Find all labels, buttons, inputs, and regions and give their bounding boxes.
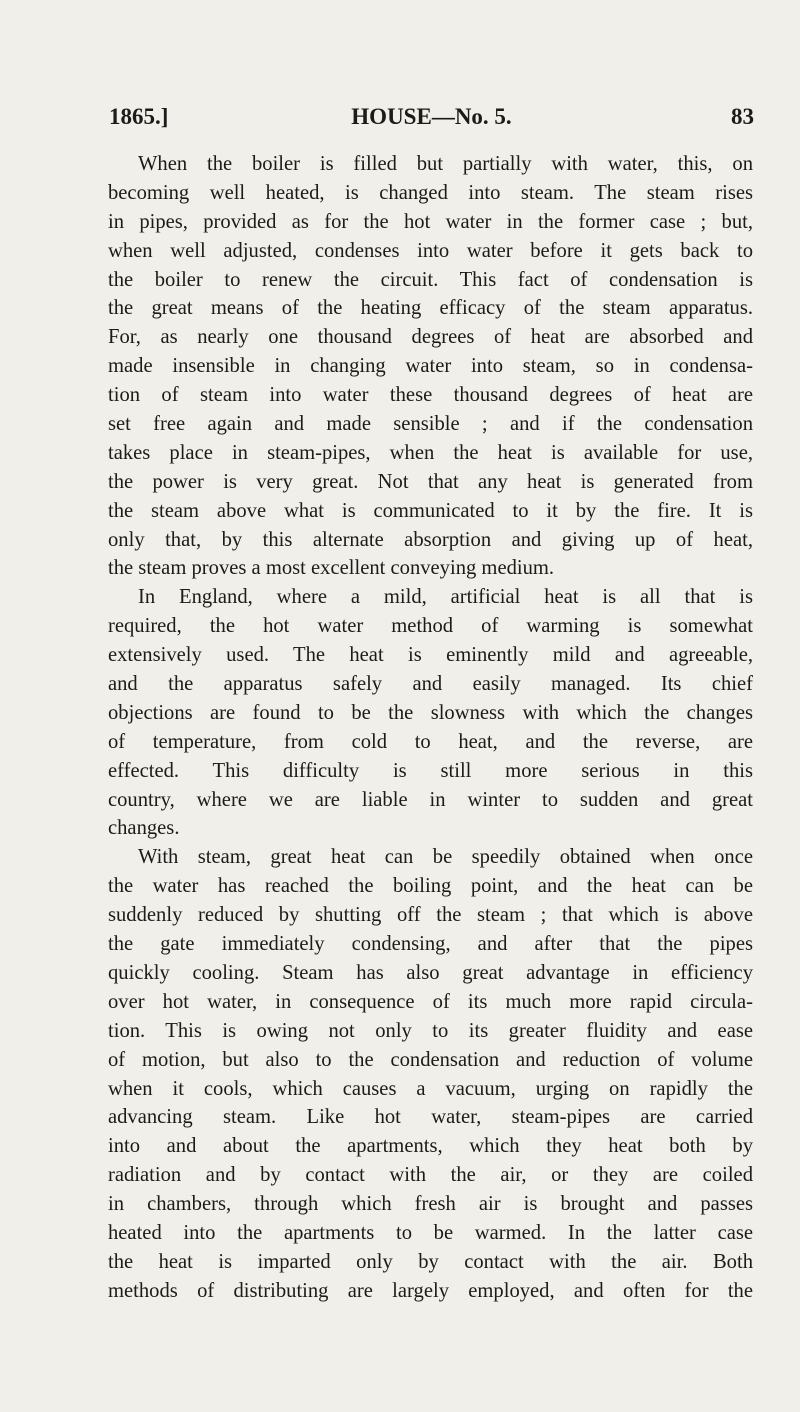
text-line: the gate immediately condensing, and after that the pipes — [108, 933, 753, 956]
text-line: extensively used. The heat is eminently mild and agreeable, — [108, 644, 753, 667]
text-line: advancing steam. Like hot water, steam-pipes are carried — [108, 1106, 753, 1129]
text-line: objections are found to be the slowness with which the changes — [108, 701, 753, 724]
text-line: tion. This is owing not only to its greater fluidity and ease — [108, 1019, 753, 1042]
header-document-id: HOUSE—No. 5. — [351, 104, 512, 129]
text-line: when well adjusted, condenses into water before it gets back to — [108, 239, 753, 262]
text-line: the great means of the heating efficacy of the steam apparatus. — [108, 297, 753, 320]
text-line: required, the hot water method of warming is somewhat — [108, 615, 753, 638]
text-line: becoming well heated, is changed into steam. The steam rises — [108, 181, 753, 204]
body-text — [108, 150, 753, 1306]
text-line: of temperature, from cold to heat, and the reverse, are — [108, 730, 753, 753]
text-line: country, where we are liable in winter to sudden and great — [108, 788, 753, 811]
text-line: heated into the apartments to be warmed. In the latter case — [108, 1221, 753, 1244]
text-line: For, as nearly one thousand degrees of heat are absorbed and — [108, 326, 753, 349]
text-line: when it cools, which causes a vacuum, urging on rapidly the — [108, 1077, 753, 1100]
text-line: made insensible in changing water into steam, so in condensa- — [108, 355, 753, 378]
text-line: quickly cooling. Steam has also great advantage in efficiency — [108, 961, 753, 984]
text-line: only that, by this alternate absorption and giving up of heat, — [108, 528, 753, 551]
text-line: the steam above what is communicated to it by the fire. It is — [108, 499, 753, 522]
text-line: effected. This difficulty is still more serious in this — [108, 759, 753, 782]
text-line: the power is very great. Not that any heat is generated from — [108, 470, 753, 493]
text-line: the water has reached the boiling point, and the heat can be — [108, 875, 753, 898]
text-line: in pipes, provided as for the hot water in the former case ; but, — [108, 210, 753, 233]
text-line: into and about the apartments, which they heat both by — [108, 1135, 753, 1158]
header-year: 1865.] — [109, 104, 169, 129]
text-line: With steam, great heat can be speedily obtained when once — [138, 846, 753, 869]
text-line: When the boiler is filled but partially with water, this, on — [138, 153, 753, 175]
text-line: of motion, but also to the condensation and reduction of volume — [108, 1048, 753, 1071]
text-line: radiation and by contact with the air, or they are coiled — [108, 1164, 753, 1187]
page-number: 83 — [731, 104, 754, 129]
text-line: the steam proves a most excellent conveying medium. — [108, 557, 555, 580]
text-line: suddenly reduced by shutting off the steam ; that which is above — [108, 904, 753, 927]
text-line: methods of distributing are largely employed, and often for the — [108, 1279, 753, 1302]
text-line: over hot water, in consequence of its much more rapid circula- — [108, 990, 753, 1013]
text-line: in chambers, through which fresh air is brought and passes — [108, 1193, 753, 1216]
text-line: the boiler to renew the circuit. This fact of condensation is — [108, 268, 753, 291]
text-line: takes place in steam-pipes, when the heat is available for use, — [108, 441, 753, 464]
text-line: changes. — [108, 817, 180, 840]
text-line: the heat is imparted only by contact with the air. Both — [108, 1250, 753, 1273]
text-line: set free again and made sensible ; and if the condensation — [108, 413, 753, 436]
text-line: tion of steam into water these thousand degrees of heat are — [108, 384, 753, 407]
text-line: In England, where a mild, artificial heat is all that is — [138, 586, 753, 609]
text-line: and the apparatus safely and easily managed. Its chief — [108, 673, 753, 696]
running-head — [109, 97, 754, 137]
